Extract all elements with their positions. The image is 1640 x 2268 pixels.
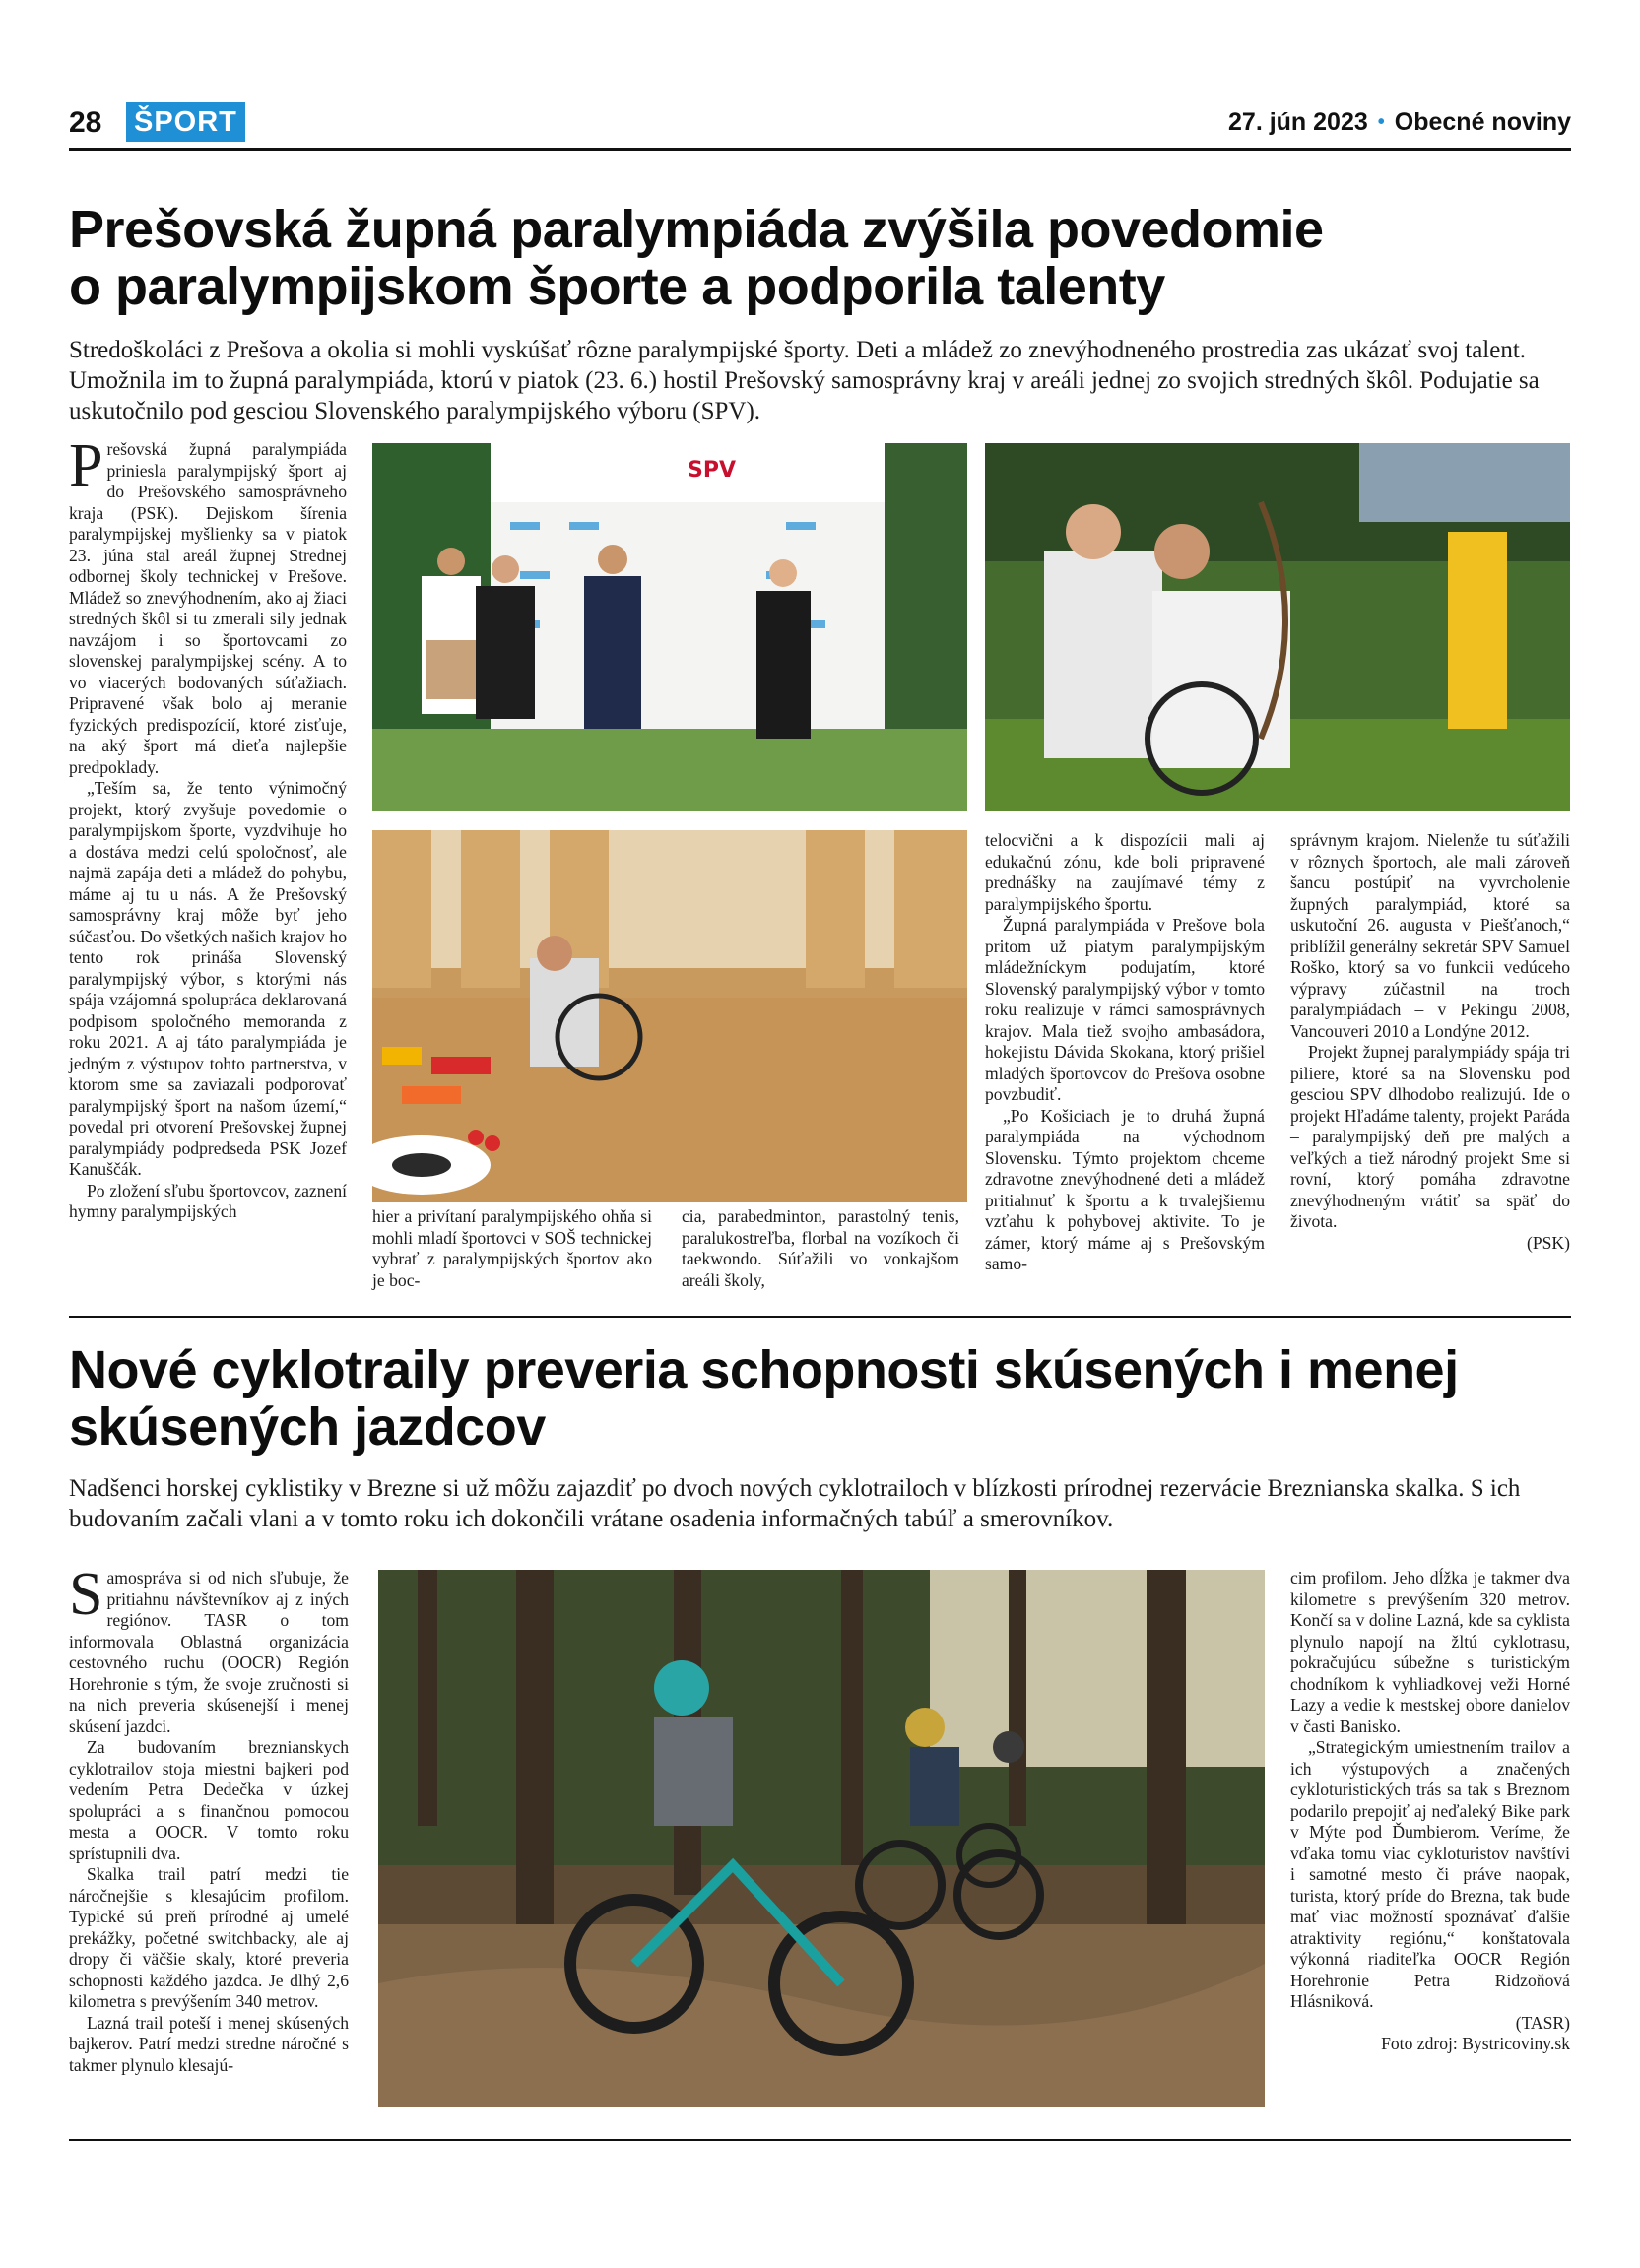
article2-source: (TASR) [1515, 2012, 1570, 2033]
article1-column-2 [372, 1206, 652, 1291]
article1-headline-line1: Prešovská župná paralympiáda zvýšila povedomie [69, 200, 1324, 259]
article1-paragraph: hier a privítaní paralympijského ohňa si mohli mladí športovci v SOŠ technickej vybrať z paralympijských športov ako je boc- [372, 1206, 652, 1290]
section-badge: ŠPORT [126, 102, 245, 142]
article1-paragraph: „Po Košiciach je to druhá župná paralympiáda na východnom Slovensku. Týmto projektom chceme zdravotne znevýhodnené deti a mládež pritiahnuť k športu a k trvalejšiemu vzťahu k pohybovej aktivite. To je zámer, ktorý máme aj s Prešovským samo- [985, 1105, 1265, 1273]
article1-paragraph: rešovská župná paralympiáda priniesla paralympijský šport aj do Prešovského samosprávneho kraja (PSK). Dejiskom šírenia paralympijskej myšlienky sa v piatok 23. júna stal areál župnej Strednej odbornej školy technickej v Prešove. Mládež so znevýhodnením, ako aj žiaci stredných škôl si tu zmerali sily jednak navzájom i so športovcami zo slovenskej paralympijskej scény. A to vo viacerých bodovaných súťažiach. Pripravené však bolo aj meranie fyzických predispozícií, ktoré zisťuje, na aký šport má dieťa najlepšie predpoklady. [69, 439, 347, 777]
drop-cap: S [69, 1561, 103, 1628]
article1-paragraph: Projekt župnej paralympiády spája tri piliere, ktoré sa na Slovensku pod gesciou SPV dlhodobo realizujú. Ide o projekt Hľadáme talenty, projekt Paráda – paralympijský deň pre malých a veľkých a tiež národný projekt Sme si rovní, ktorý pomáha zdravotne znevýhodneným vrátiť sa späť do života. [1290, 1042, 1570, 1231]
article2-column-2 [1290, 1568, 1570, 2055]
article2-paragraph: „Strategickým umiestnením trailov a ich výstupových a značených cykloturistických trás sa tak s Breznom podarilo prepojiť aj neďaleký Bike park v Mýte pod Ďumbierom. Veríme, že vďaka tomu viac cykloturistov navštívi i samotné mesto či práve naopak, turista, ktorý príde do Brezna, tak bude mať viac možností spoznávať ďalšie atraktivity regiónu,“ konštatovala výkonná riaditeľka OOCR Región Horehronie Petra Ridzoňová Hlásniková. [1290, 1737, 1570, 2011]
header-separator: • [1377, 111, 1385, 133]
page-number: 28 [69, 106, 102, 139]
article1-paragraph: správnym krajom. Nielenže tu súťažili v rôznych športoch, ale mali zároveň šancu postúpiť na vyvrcholenie župných paralympiád, ktoré sa uskutoční 26. augusta v Piešťanoch,“ priblížil generálny sekretár SPV Samuel Roško, ktorý sa vo funkcii vedúceho výpravy zúčastnil na troch paralympiádach – v Pekingu 2008, Vancouveri 2010 a Londýne 2012. [1290, 830, 1570, 1041]
article1-headline-line2: o paralympijskom športe a podporila talenty [69, 257, 1165, 316]
photo-boccia [372, 830, 967, 1202]
article2-paragraph: Za budovaním breznianskych cyklotrailov stoja miestni bajkeri pod vedením Petra Dedečka v úzkej spolupráci a s finančnou pomocou mesta a OOCR. V tomto roku sprístupnili dva. [69, 1737, 349, 1863]
drop-cap: P [69, 432, 103, 499]
issue-date: 27. jún 2023 [1228, 108, 1368, 136]
article2-headline [69, 1341, 1586, 1456]
photo-credit: Foto zdroj: Bystricoviny.sk [1381, 2034, 1570, 2053]
header-meta [1228, 108, 1571, 137]
article1-column-1 [69, 432, 347, 1223]
article1-paragraph: Po zložení sľubu športovcov, zaznení hymny paralympijských [69, 1180, 347, 1221]
article1-lead: Stredoškoláci z Prešova a okolia si mohli vyskúšať rôzne paralympijské športy. Deti a mládež zo znevýhodneného prostredia zas ukázať svoj talent. Umožnila im to župná paralympiáda, ktorú v piatok (23. 6.) hostil Prešovský samosprávny kraj v areáli jednej zo svojich stredných škôl. Podujatie sa uskutočnilo pod gesciou Slovenského paralympijského výboru (SPV). [69, 337, 1540, 424]
article1-column-4 [985, 830, 1265, 1275]
article1-column-3 [682, 1206, 959, 1291]
article2-headline-line2: skúsených jazdcov [69, 1397, 546, 1457]
article1-paragraph: „Teším sa, že tento výnimočný projekt, ktorý zvyšuje povedomie o paralympijskom športe, vyzdvihuje ho a dostáva medzi celú spoločnosť, ale najmä zapája deti a mládež do pohybu, máme aj tu u nás. A že Prešovský samosprávny kraj môže byť jeho súčasťou. Do všetkých našich krajov ho tento rok prináša Slovenský paralympijský výbor, s ktorými nás spája vzájomná spolupráca deklarovaná podpisom spoločného memoranda z roku 2021. A aj táto paralympiáda je jedným z výstupov tohto partnerstva, v ktorom sme sa zaviazali podporovať paralympijský šport na našom území,“ povedal pri otvorení Prešovskej župnej paralympiády podpredseda PSK Jozef Kanuščák. [69, 778, 347, 1179]
article2-paragraph: amospráva si od nich sľubuje, že pritiahnu návštevníkov aj z iných regiónov. TASR o tom informovala Oblastná organizácia cestovného ruchu (OOCR) Región Horehronie s tým, že svoje zručnosti si na nich preveria skúsenejší i menej skúsení jazdci. [69, 1568, 349, 1736]
article2-paragraph: cim profilom. Jeho dĺžka je takmer dva kilometre s prevýšením 320 metrov. Končí sa v doline Lazná, kde sa cyklista plynulo napojí na žltú cyklotrasu, pokračujúcu súbežne s turistickým chodníkom k vyhliadkovej veži Horné Lazy a vedie k mestskej obore danielov v časti Banisko. [1290, 1568, 1570, 1736]
article1-column-5 [1290, 830, 1570, 1254]
header-rule [69, 148, 1571, 151]
publication-name: Obecné noviny [1394, 108, 1571, 136]
photo-archery [985, 443, 1570, 811]
footer-rule [69, 2139, 1571, 2141]
article2-headline-line1: Nové cyklotraily preveria schopnosti skúsených i menej [69, 1340, 1459, 1399]
article1-source: (PSK) [1527, 1232, 1570, 1253]
article1-paragraph: cia, parabedminton, parastolný tenis, paralukostreľba, florbal na vozíkoch či taekwondo. Súťažili vo vonkajšom areáli školy, [682, 1206, 959, 1290]
article1-paragraph: telocvični a k dispozícii mali aj edukačnú zónu, kde boli pripravené prednášky na zaujímavé témy z paralympijského športu. [985, 830, 1265, 914]
article-separator [69, 1316, 1571, 1318]
article1-headline [69, 201, 1576, 315]
article2-paragraph: Skalka trail patrí medzi tie náročnejšie s klesajúcim profilom. Typické sú preň prírodné aj umelé prekážky, početné switchbacky, ale aj dropy či väčšie skaly, ktoré preveria schopnosti každého jazdca. Je dlhý 2,6 kilometra s prevýšením 340 metrov. [69, 1864, 349, 2011]
article1-paragraph: Župná paralympiáda v Prešove bola pritom už piatym paralympijským mládežníckym podujatím, ktoré Slovenský paralympijský výbor v tomto roku realizuje v rámci samosprávnych krajov. Mala tiež svojho ambasádora, hokejistu Dávida Skokana, ktorý prišiel mladých športovcov do Prešova osobne povzbudiť. [985, 915, 1265, 1104]
banner-logo: SPV [688, 458, 736, 483]
article2-column-1 [69, 1561, 349, 2076]
photo-mountain-bikers [378, 1570, 1265, 2107]
article2-paragraph: Lazná trail poteší i menej skúsených bajkerov. Patrí medzi stredne náročné s takmer plynulo klesajú- [69, 2012, 349, 2075]
article2-lead: Nadšenci horskej cyklistiky v Brezne si už môžu zajazdiť po dvoch nových cyklotrailoch v blízkosti prírodnej rezervácie Breznianska skalka. S ich budovaním začali vlani a v tomto roku ich dokončili vrátane osadenia informačných tabúľ a smerovníkov. [69, 1475, 1521, 1532]
photo-press-conference [372, 443, 967, 811]
